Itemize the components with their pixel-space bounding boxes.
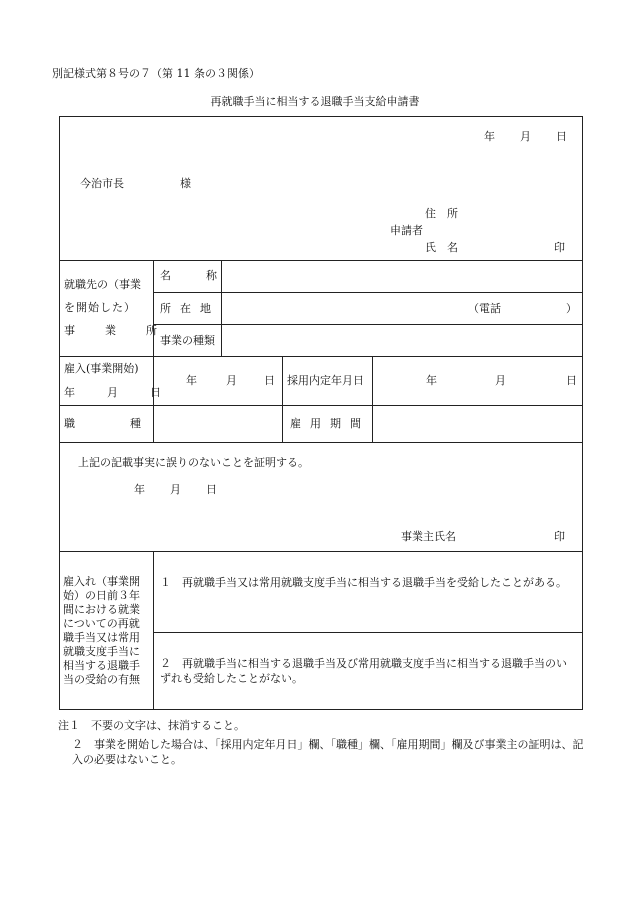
cert-month[interactable]: 月 — [170, 483, 181, 496]
employer-group-line-2: を開始した） — [64, 301, 136, 314]
receipt-label-line-4: についての再就 — [63, 617, 140, 630]
hire-month[interactable]: 月 — [226, 374, 237, 387]
decision-day[interactable]: 日 — [566, 374, 577, 387]
occupation-label: 職種 — [64, 417, 196, 430]
decision-month[interactable]: 月 — [495, 374, 506, 387]
employer-seal: 印 — [554, 530, 565, 543]
phone-label: （電話 — [468, 302, 501, 315]
hire-date-label-line1: 雇入(事業開始) — [64, 362, 139, 375]
employer-group-line-1: 就職先の（事業 — [64, 278, 141, 291]
applicant-seal: 印 — [554, 241, 565, 254]
receipt-label-line-1: 雇入れ（事業開 — [63, 575, 140, 588]
employment-period-label: 雇用期間 — [290, 417, 370, 430]
note-2: ２ 事業を開始した場合は、「採用内定年月日」欄、「職種」欄、「雇用期間」欄及び事業主の証明は、記入の必要はないこと。 — [72, 738, 584, 766]
receipt-label-line-7: 相当する退職手 — [63, 659, 140, 672]
cert-day[interactable]: 日 — [206, 483, 217, 496]
hire-date-label-line2: 年月日 — [64, 386, 193, 399]
applicant-label: 申請者 — [390, 224, 423, 237]
business-type-label: 事業の種類 — [160, 334, 215, 347]
hire-day[interactable]: 日 — [264, 374, 275, 387]
honorific: 様 — [180, 177, 191, 190]
note-1: 注１ 不要の文字は、抹消すること。 — [58, 719, 245, 732]
certification-statement: 上記の記載事実に誤りのないことを証明する。 — [78, 456, 309, 469]
cert-year[interactable]: 年 — [134, 483, 145, 496]
receipt-label-line-6: 就職支度手当に — [63, 645, 140, 658]
name-label: 氏 名 — [425, 241, 458, 254]
receipt-option-2[interactable]: ２ 再就職手当に相当する退職手当及び常用就職支度手当に相当する退職手当のいずれも受給したことがない。 — [160, 657, 567, 685]
date-month[interactable]: 月 — [520, 130, 531, 143]
decision-date-label: 採用内定年月日 — [287, 374, 364, 387]
hire-year[interactable]: 年 — [186, 374, 197, 387]
receipt-label-line-3: 間における就業 — [63, 603, 140, 616]
address-label: 住 所 — [425, 207, 458, 220]
employer-name-label: 名 称 — [160, 269, 229, 282]
form-title: 再就職手当に相当する退職手当支給申請書 — [210, 95, 420, 108]
employer-group-line-3: 事業所 — [64, 324, 187, 337]
receipt-option-1[interactable]: １ 再就職手当又は常用就職支度手当に相当する退職手当を受給したことがある。 — [160, 576, 567, 589]
employer-location-label: 所在地 — [160, 302, 220, 315]
date-year[interactable]: 年 — [484, 130, 495, 143]
date-day[interactable]: 日 — [556, 130, 567, 143]
phone-close: ） — [566, 302, 577, 315]
receipt-label-line-2: 始）の日前３年 — [63, 589, 140, 602]
receipt-label-line-8: 当の受給の有無 — [63, 673, 140, 686]
form-label: 別記様式第８号の７（第 11 条の３関係） — [52, 67, 260, 80]
receipt-label-line-5: 職手当又は常用 — [63, 631, 140, 644]
employer-name-field-label: 事業主氏名 — [401, 530, 456, 543]
decision-year[interactable]: 年 — [426, 374, 437, 387]
addressee: 今治市長 — [80, 177, 124, 190]
